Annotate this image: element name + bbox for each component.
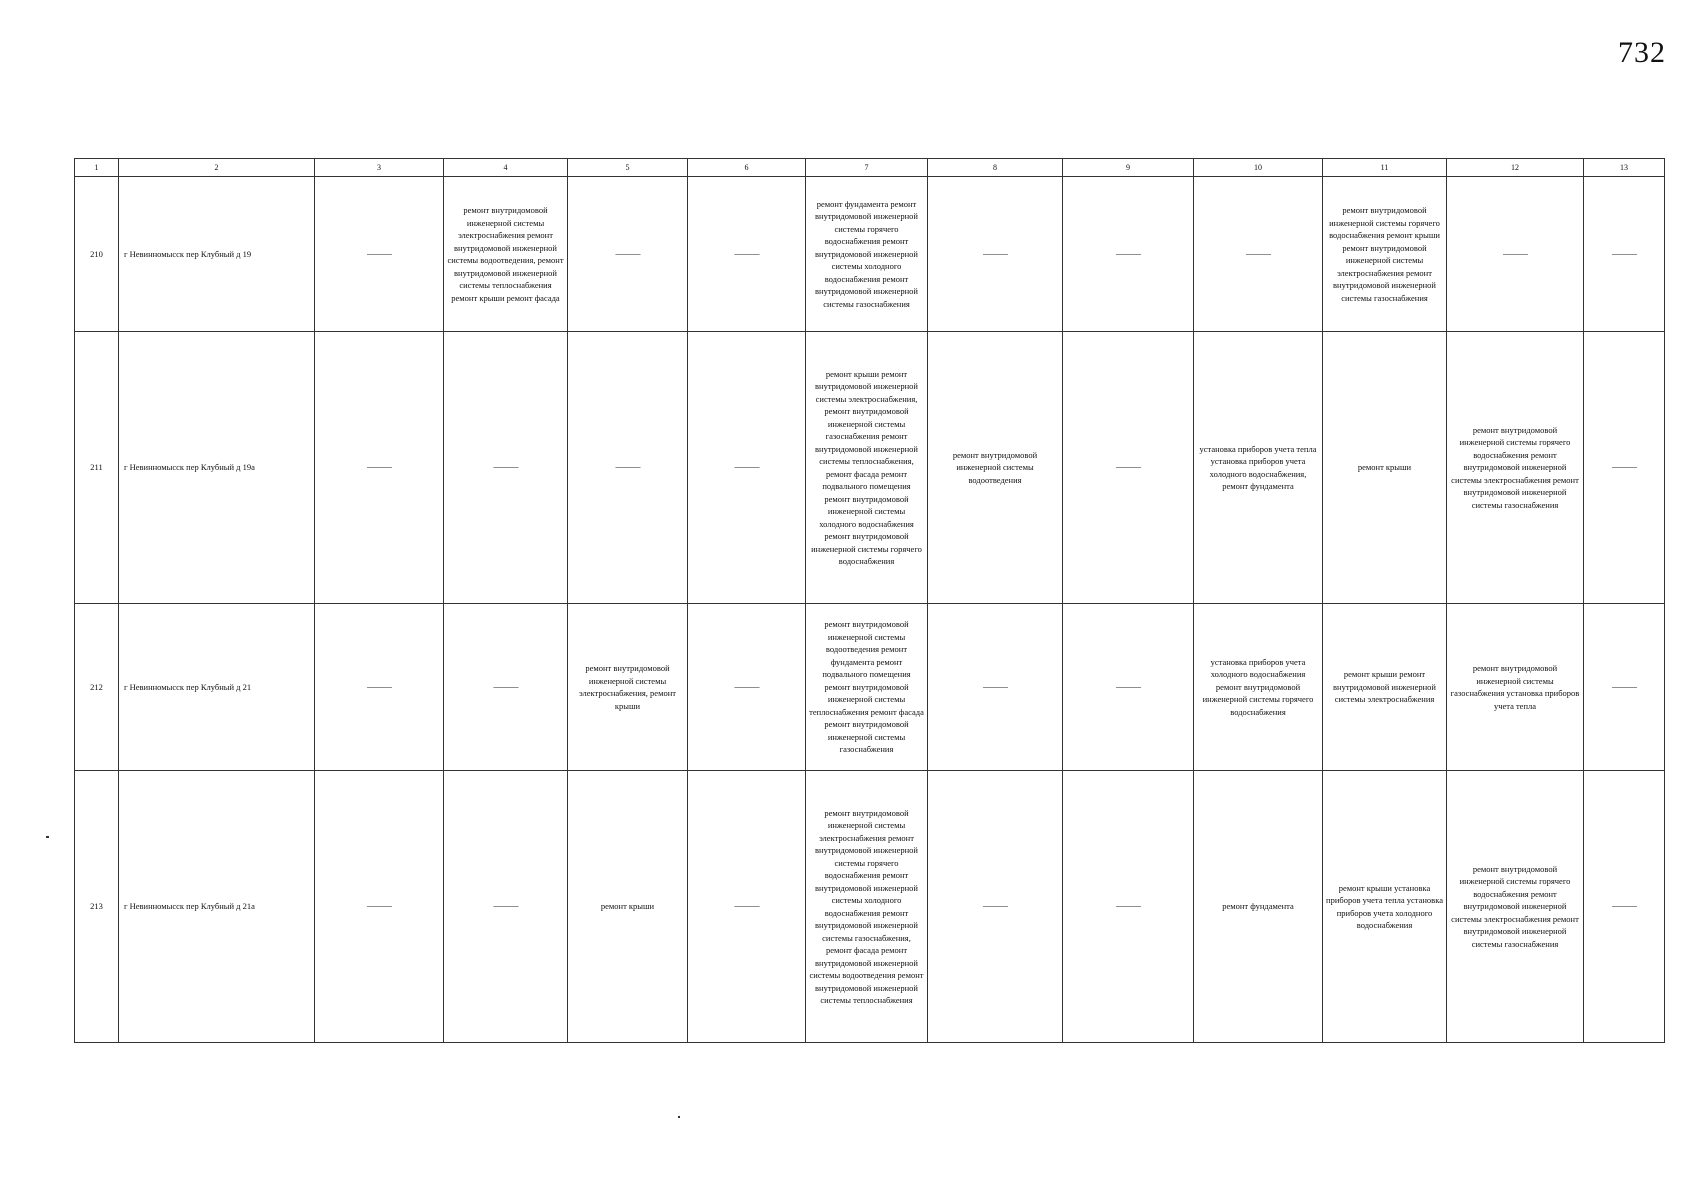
cell-col-7: ремонт крыши ремонт внутридомовой инженерной системы электроснабжения, ремонт внутридомовой инженерной системы газоснабжения ремонт внутридомовой инженерной системы теплоснабжения, ремонт фасада ремонт подвального помещения ремонт внутридомовой инженерной системы холодного водоснабжения ремонт внутридомовой инженерной системы горячего водоснабжения [806, 332, 928, 604]
column-number-cell: 7 [806, 159, 928, 177]
address-cell: г Невинномысск пер Клубный д 19а [119, 332, 315, 604]
address-cell: г Невинномысск пер Клубный д 21а [119, 771, 315, 1043]
column-number-cell: 5 [568, 159, 688, 177]
cell-col-5: ——— [568, 332, 688, 604]
row-number: 212 [75, 604, 119, 771]
cell-col-6: ——— [688, 771, 806, 1043]
cell-col-11: ремонт внутридомовой инженерной системы горячего водоснабжения ремонт крыши ремонт внутридомовой инженерной системы электроснабжения ремонт внутридомовой инженерной системы газоснабжения [1323, 177, 1447, 332]
cell-col-13: ——— [1584, 604, 1665, 771]
cell-col-4: ——— [444, 771, 568, 1043]
column-number-cell: 13 [1584, 159, 1665, 177]
schedule-table [74, 158, 1665, 1043]
column-number-row [75, 159, 1665, 177]
cell-col-7: ремонт внутридомовой инженерной системы электроснабжения ремонт внутридомовой инженерной системы горячего водоснабжения ремонт внутридомовой инженерной системы холодного водоснабжения ремонт внутридомовой инженерной системы газоснабжения, ремонт фасада ремонт внутридомовой инженерной системы водоотведения ремонт внутридомовой инженерной системы теплоснабжения [806, 771, 928, 1043]
cell-col-11: ремонт крыши [1323, 332, 1447, 604]
table-row [75, 177, 1665, 332]
cell-col-12: ремонт внутридомовой инженерной системы газоснабжения установка приборов учета тепла [1447, 604, 1584, 771]
cell-col-8: ——— [928, 771, 1063, 1043]
address-cell: г Невинномысск пер Клубный д 21 [119, 604, 315, 771]
cell-col-10: установка приборов учета тепла установка приборов учета холодного водоснабжения, ремонт фундамента [1194, 332, 1323, 604]
cell-col-9: ——— [1063, 332, 1194, 604]
cell-col-4: ——— [444, 332, 568, 604]
cell-col-12: ремонт внутридомовой инженерной системы горячего водоснабжения ремонт внутридомовой инженерной системы электроснабжения ремонт внутридомовой инженерной системы газоснабжения [1447, 771, 1584, 1043]
column-number-cell: 11 [1323, 159, 1447, 177]
cell-col-3: ——— [315, 604, 444, 771]
cell-col-10: ремонт фундамента [1194, 771, 1323, 1043]
column-number-cell: 4 [444, 159, 568, 177]
cell-col-6: ——— [688, 332, 806, 604]
column-number-cell: 1 [75, 159, 119, 177]
cell-col-8: ——— [928, 604, 1063, 771]
cell-col-11: ремонт крыши установка приборов учета тепла установка приборов учета холодного водоснабжения [1323, 771, 1447, 1043]
cell-col-6: ——— [688, 604, 806, 771]
table-row [75, 332, 1665, 604]
cell-col-4: ——— [444, 604, 568, 771]
column-number-cell: 3 [315, 159, 444, 177]
cell-col-10: установка приборов учета холодного водоснабжения ремонт внутридомовой инженерной системы горячего водоснабжения [1194, 604, 1323, 771]
cell-col-8: ремонт внутридомовой инженерной системы водоотведения [928, 332, 1063, 604]
cell-col-13: ——— [1584, 332, 1665, 604]
cell-col-5: ——— [568, 177, 688, 332]
row-number: 211 [75, 332, 119, 604]
column-number-cell: 8 [928, 159, 1063, 177]
column-number-cell: 10 [1194, 159, 1323, 177]
cell-col-7: ремонт внутридомовой инженерной системы водоотведения ремонт фундамента ремонт подвального помещения ремонт внутридомовой инженерной системы теплоснабжения ремонт фасада ремонт внутридомовой инженерной системы газоснабжения [806, 604, 928, 771]
column-number-cell: 6 [688, 159, 806, 177]
page-number: 732 [1618, 36, 1666, 69]
cell-col-9: ——— [1063, 771, 1194, 1043]
schedule-table-container [74, 158, 1665, 1043]
cell-col-4: ремонт внутридомовой инженерной системы электроснабжения ремонт внутридомовой инженерной системы водоотведения, ремонт внутридомовой инженерной системы теплоснабжения ремонт крыши ремонт фасада [444, 177, 568, 332]
cell-col-5: ремонт крыши [568, 771, 688, 1043]
cell-col-9: ——— [1063, 177, 1194, 332]
row-number: 213 [75, 771, 119, 1043]
table-row [75, 771, 1665, 1043]
cell-col-5: ремонт внутридомовой инженерной системы электроснабжения, ремонт крыши [568, 604, 688, 771]
cell-col-3: ——— [315, 771, 444, 1043]
cell-col-3: ——— [315, 332, 444, 604]
cell-col-7: ремонт фундамента ремонт внутридомовой инженерной системы горячего водоснабжения ремонт внутридомовой инженерной системы холодного водоснабжения ремонт внутридомовой инженерной системы газоснабжения [806, 177, 928, 332]
cell-col-13: ——— [1584, 771, 1665, 1043]
table-row [75, 604, 1665, 771]
scan-speck [678, 1116, 680, 1118]
row-number: 210 [75, 177, 119, 332]
address-cell: г Невинномысск пер Клубный д 19 [119, 177, 315, 332]
cell-col-10: ——— [1194, 177, 1323, 332]
column-number-cell: 12 [1447, 159, 1584, 177]
scan-speck [46, 836, 49, 838]
cell-col-6: ——— [688, 177, 806, 332]
cell-col-12: ремонт внутридомовой инженерной системы горячего водоснабжения ремонт внутридомовой инженерной системы электроснабжения ремонт внутридомовой инженерной системы газоснабжения [1447, 332, 1584, 604]
column-number-cell: 2 [119, 159, 315, 177]
cell-col-13: ——— [1584, 177, 1665, 332]
cell-col-8: ——— [928, 177, 1063, 332]
cell-col-12: ——— [1447, 177, 1584, 332]
cell-col-11: ремонт крыши ремонт внутридомовой инженерной системы электроснабжения [1323, 604, 1447, 771]
cell-col-9: ——— [1063, 604, 1194, 771]
cell-col-3: ——— [315, 177, 444, 332]
column-number-cell: 9 [1063, 159, 1194, 177]
